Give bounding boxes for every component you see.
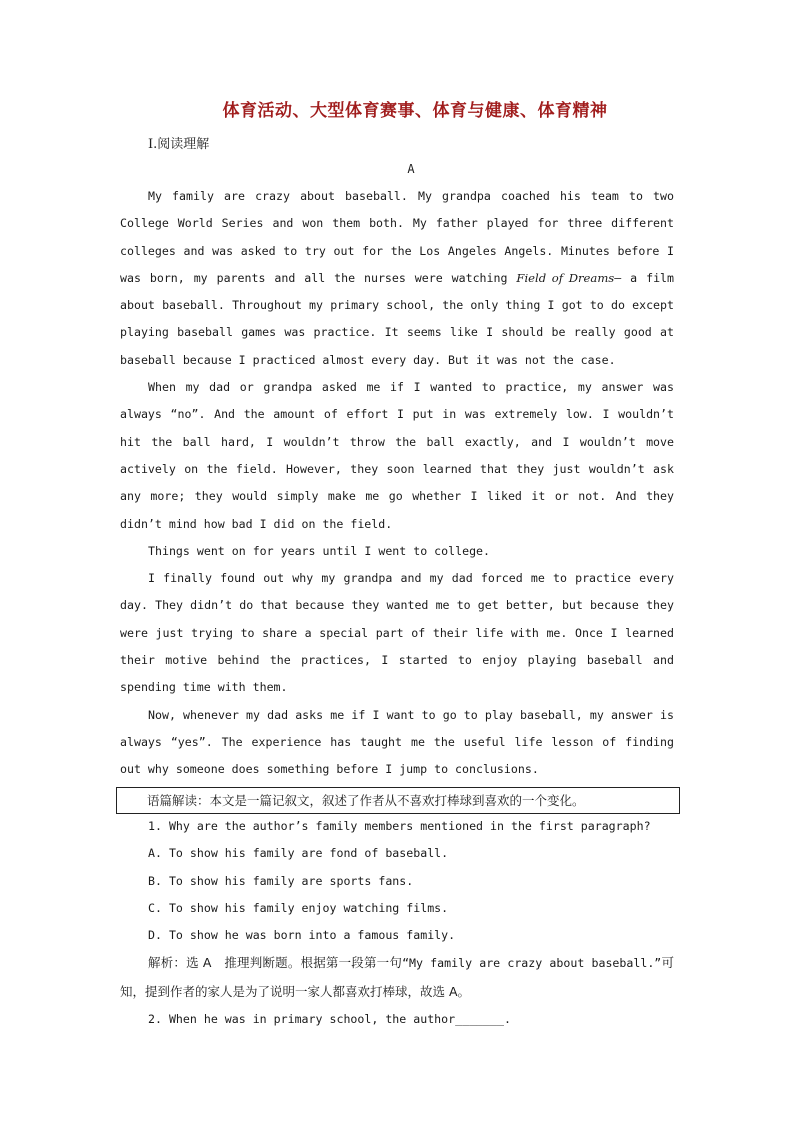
page-title: 体育活动、大型体育赛事、体育与健康、体育精神 xyxy=(222,101,608,121)
paragraph-4: I finally found out why my grandpa and my dad forced me to practice every day. They didn’t do that because they wanted me to get better, but because they were just trying to share a special part of their life with me. Once I learned their motive behind the practices, I started to enjoy playing baseball and spending time with them. xyxy=(120,571,674,695)
paragraph-2: When my dad or grandpa asked me if I wanted to practice, my answer was always “no”. And the amount of effort I put in was extremely low. I wouldn’t hit the ball hard, I wouldn’t throw the ball exactly, and I wouldn’t move actively on the field. However, they soon learned that they just wouldn’t ask any more; they would simply make me go whether I liked it or not. And they didn’t mind how bad I did on the field. xyxy=(120,380,674,531)
paragraph-3: Things went on for years until I went to college. xyxy=(148,543,491,558)
question-1-option-a: A. To show his family are fond of baseball. xyxy=(148,846,449,861)
summary-box: 语篇解读：本文是一篇记叙文，叙述了作者从不喜欢打棒球到喜欢的一个变化。 xyxy=(116,787,680,814)
question-1-option-d: D. To show he was born into a famous family. xyxy=(148,928,456,943)
reading-passage xyxy=(120,183,674,784)
paragraph-5: Now, whenever my dad asks me if I want to go to play baseball, my answer is always “yes”. The experience has taught me the useful life lesson of finding out why someone does something before I jump to conclusions. xyxy=(120,707,674,777)
question-1-option-c: C. To show his family enjoy watching films. xyxy=(148,900,449,915)
section-heading: Ⅰ.阅读理解 xyxy=(148,137,210,152)
questions xyxy=(120,813,674,1033)
question-1-analysis: 解析：选 A 推理判断题。根据第一段第一句“My family are crazy about baseball.”可知，提到作者的家人是为了说明一家人都喜欢打棒球，故选 A。 xyxy=(120,955,674,999)
question-2-stem: 2. When he was in primary school, the author_______. xyxy=(148,1012,511,1027)
passage-letter: A xyxy=(407,162,415,176)
question-1-option-b: B. To show his family are sports fans. xyxy=(148,873,414,888)
paragraph-1: My family are crazy about baseball. My grandpa coached his team to two College World Series and won them both. My father played for three different colleges and was asked to try out for the Los Angeles Angels. Minutes before I was born, my parents and all the nurses were watching Field of Dreams— a film about baseball. Throughout my primary school, the only thing I got to do except playing baseball games was practice. It seems like I should be really good at baseball because I practiced almost every day. But it was not the case. xyxy=(120,189,675,367)
question-1-stem: 1. Why are the author’s family members mentioned in the first paragraph? xyxy=(148,819,651,833)
film-title: Field of Dreams xyxy=(516,270,615,285)
